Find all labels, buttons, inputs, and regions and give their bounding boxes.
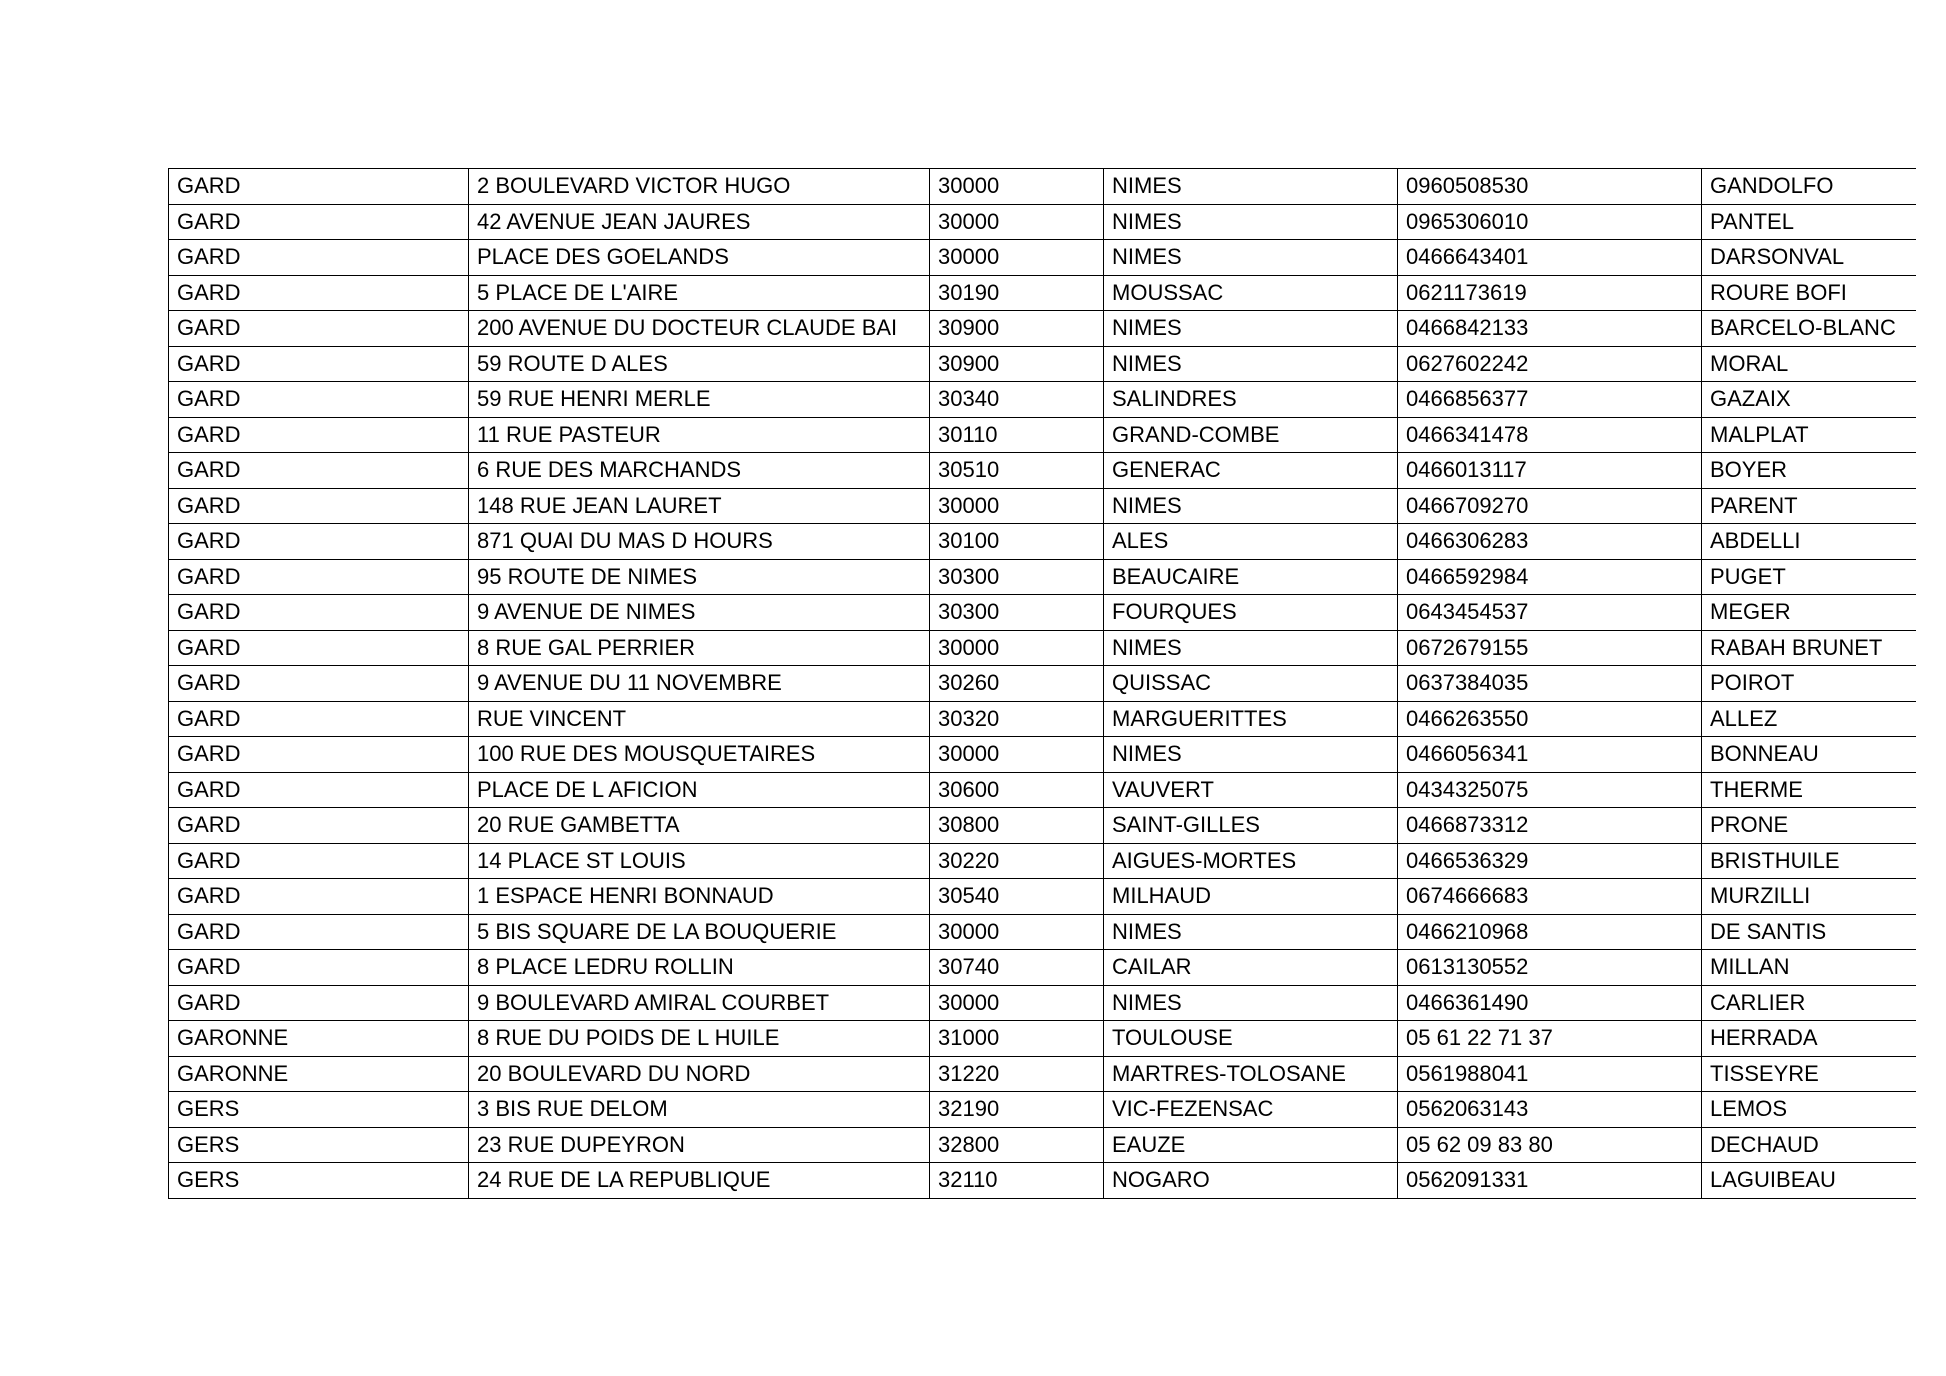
address-cell: 20 BOULEVARD DU NORD (469, 1056, 930, 1092)
postal-code-cell: 30190 (930, 275, 1104, 311)
postal-code-cell: 30000 (930, 169, 1104, 205)
name-cell: POIROT (1702, 666, 1916, 702)
department-cell: GARD (169, 488, 469, 524)
table-row (169, 808, 1916, 844)
table-row (169, 240, 1916, 276)
postal-code-cell: 30000 (930, 914, 1104, 950)
address-cell: 8 RUE GAL PERRIER (469, 630, 930, 666)
department-cell: GARD (169, 701, 469, 737)
table-row (169, 843, 1916, 879)
phone-cell: 05 62 09 83 80 (1398, 1127, 1702, 1163)
table-row (169, 1056, 1916, 1092)
address-cell: RUE VINCENT (469, 701, 930, 737)
phone-cell: 05 61 22 71 37 (1398, 1021, 1702, 1057)
city-cell: NIMES (1104, 204, 1398, 240)
table-row (169, 666, 1916, 702)
city-cell: VIC-FEZENSAC (1104, 1092, 1398, 1128)
table-row (169, 559, 1916, 595)
phone-cell: 0643454537 (1398, 595, 1702, 631)
city-cell: VAUVERT (1104, 772, 1398, 808)
department-cell: GARD (169, 346, 469, 382)
phone-cell: 0466856377 (1398, 382, 1702, 418)
address-cell: 11 RUE PASTEUR (469, 417, 930, 453)
address-cell: 9 BOULEVARD AMIRAL COURBET (469, 985, 930, 1021)
name-cell: BONNEAU (1702, 737, 1916, 773)
address-cell: 42 AVENUE JEAN JAURES (469, 204, 930, 240)
name-cell: MEGER (1702, 595, 1916, 631)
city-cell: NIMES (1104, 488, 1398, 524)
department-cell: GARD (169, 985, 469, 1021)
phone-cell: 0466306283 (1398, 524, 1702, 560)
phone-cell: 0466873312 (1398, 808, 1702, 844)
name-cell: MURZILLI (1702, 879, 1916, 915)
address-cell: 5 BIS SQUARE DE LA BOUQUERIE (469, 914, 930, 950)
city-cell: NIMES (1104, 985, 1398, 1021)
address-cell: 200 AVENUE DU DOCTEUR CLAUDE BAI (469, 311, 930, 347)
table-row (169, 950, 1916, 986)
name-cell: LEMOS (1702, 1092, 1916, 1128)
department-cell: GARD (169, 524, 469, 560)
table-row (169, 346, 1916, 382)
postal-code-cell: 30100 (930, 524, 1104, 560)
department-cell: GARD (169, 595, 469, 631)
postal-code-cell: 30600 (930, 772, 1104, 808)
phone-cell: 0613130552 (1398, 950, 1702, 986)
name-cell: CARLIER (1702, 985, 1916, 1021)
department-cell: GARD (169, 879, 469, 915)
postal-code-cell: 30900 (930, 311, 1104, 347)
name-cell: DECHAUD (1702, 1127, 1916, 1163)
address-cell: 59 RUE HENRI MERLE (469, 382, 930, 418)
table-row (169, 879, 1916, 915)
postal-code-cell: 30900 (930, 346, 1104, 382)
phone-cell: 0434325075 (1398, 772, 1702, 808)
department-cell: GARD (169, 666, 469, 702)
table-row (169, 453, 1916, 489)
address-cell: PLACE DES GOELANDS (469, 240, 930, 276)
name-cell: ROURE BOFI (1702, 275, 1916, 311)
city-cell: NIMES (1104, 630, 1398, 666)
address-cell: 871 QUAI DU MAS D HOURS (469, 524, 930, 560)
phone-cell: 0466361490 (1398, 985, 1702, 1021)
city-cell: GRAND-COMBE (1104, 417, 1398, 453)
city-cell: NIMES (1104, 914, 1398, 950)
phone-cell: 0621173619 (1398, 275, 1702, 311)
postal-code-cell: 30300 (930, 595, 1104, 631)
postal-code-cell: 32190 (930, 1092, 1104, 1128)
department-cell: GARD (169, 382, 469, 418)
department-cell: GARD (169, 808, 469, 844)
address-cell: 8 PLACE LEDRU ROLLIN (469, 950, 930, 986)
phone-cell: 0672679155 (1398, 630, 1702, 666)
address-cell: 148 RUE JEAN LAURET (469, 488, 930, 524)
phone-cell: 0561988041 (1398, 1056, 1702, 1092)
name-cell: DARSONVAL (1702, 240, 1916, 276)
address-cell: 14 PLACE ST LOUIS (469, 843, 930, 879)
table-row (169, 275, 1916, 311)
postal-code-cell: 30000 (930, 204, 1104, 240)
table-row (169, 1021, 1916, 1057)
postal-code-cell: 30340 (930, 382, 1104, 418)
table-row (169, 985, 1916, 1021)
table-row (169, 630, 1916, 666)
table-row (169, 1127, 1916, 1163)
table-row (169, 488, 1916, 524)
table-row (169, 701, 1916, 737)
postal-code-cell: 30000 (930, 240, 1104, 276)
department-cell: GERS (169, 1163, 469, 1199)
name-cell: GANDOLFO (1702, 169, 1916, 205)
city-cell: SAINT-GILLES (1104, 808, 1398, 844)
table-row (169, 737, 1916, 773)
department-cell: GERS (169, 1127, 469, 1163)
phone-cell: 0466056341 (1398, 737, 1702, 773)
table-row (169, 169, 1916, 205)
department-cell: GARD (169, 417, 469, 453)
address-cell: 6 RUE DES MARCHANDS (469, 453, 930, 489)
department-cell: GARD (169, 275, 469, 311)
phone-cell: 0466013117 (1398, 453, 1702, 489)
name-cell: BARCELO-BLANC (1702, 311, 1916, 347)
name-cell: PRONE (1702, 808, 1916, 844)
address-cell: 2 BOULEVARD VICTOR HUGO (469, 169, 930, 205)
department-cell: GARD (169, 453, 469, 489)
postal-code-cell: 31000 (930, 1021, 1104, 1057)
address-cell: 1 ESPACE HENRI BONNAUD (469, 879, 930, 915)
table-row (169, 914, 1916, 950)
name-cell: HERRADA (1702, 1021, 1916, 1057)
department-cell: GARD (169, 737, 469, 773)
postal-code-cell: 30220 (930, 843, 1104, 879)
phone-cell: 0466643401 (1398, 240, 1702, 276)
postal-code-cell: 30540 (930, 879, 1104, 915)
department-cell: GARD (169, 559, 469, 595)
address-cell: 8 RUE DU POIDS DE L HUILE (469, 1021, 930, 1057)
department-cell: GARD (169, 914, 469, 950)
city-cell: NIMES (1104, 737, 1398, 773)
department-cell: GARD (169, 630, 469, 666)
postal-code-cell: 30000 (930, 488, 1104, 524)
table-row (169, 524, 1916, 560)
name-cell: BRISTHUILE (1702, 843, 1916, 879)
table-row (169, 382, 1916, 418)
table-row (169, 1092, 1916, 1128)
phone-cell: 0637384035 (1398, 666, 1702, 702)
city-cell: CAILAR (1104, 950, 1398, 986)
city-cell: NIMES (1104, 240, 1398, 276)
phone-cell: 0562063143 (1398, 1092, 1702, 1128)
city-cell: NIMES (1104, 169, 1398, 205)
phone-cell: 0562091331 (1398, 1163, 1702, 1199)
address-cell: 23 RUE DUPEYRON (469, 1127, 930, 1163)
city-cell: NOGARO (1104, 1163, 1398, 1199)
phone-cell: 0466263550 (1398, 701, 1702, 737)
postal-code-cell: 30320 (930, 701, 1104, 737)
name-cell: TISSEYRE (1702, 1056, 1916, 1092)
address-table (168, 168, 1916, 1199)
name-cell: MALPLAT (1702, 417, 1916, 453)
city-cell: AIGUES-MORTES (1104, 843, 1398, 879)
city-cell: MOUSSAC (1104, 275, 1398, 311)
name-cell: THERME (1702, 772, 1916, 808)
city-cell: TOULOUSE (1104, 1021, 1398, 1057)
postal-code-cell: 31220 (930, 1056, 1104, 1092)
city-cell: ALES (1104, 524, 1398, 560)
postal-code-cell: 30000 (930, 630, 1104, 666)
name-cell: BOYER (1702, 453, 1916, 489)
address-cell: PLACE DE L AFICION (469, 772, 930, 808)
postal-code-cell: 30110 (930, 417, 1104, 453)
address-table-body (169, 169, 1916, 1199)
city-cell: MARTRES-TOLOSANE (1104, 1056, 1398, 1092)
address-cell: 59 ROUTE D ALES (469, 346, 930, 382)
name-cell: MORAL (1702, 346, 1916, 382)
department-cell: GERS (169, 1092, 469, 1128)
postal-code-cell: 32800 (930, 1127, 1104, 1163)
phone-cell: 0466842133 (1398, 311, 1702, 347)
name-cell: MILLAN (1702, 950, 1916, 986)
name-cell: ALLEZ (1702, 701, 1916, 737)
postal-code-cell: 30000 (930, 985, 1104, 1021)
department-cell: GARD (169, 204, 469, 240)
department-cell: GARD (169, 169, 469, 205)
city-cell: EAUZE (1104, 1127, 1398, 1163)
postal-code-cell: 30800 (930, 808, 1104, 844)
address-cell: 100 RUE DES MOUSQUETAIRES (469, 737, 930, 773)
name-cell: ABDELLI (1702, 524, 1916, 560)
name-cell: DE SANTIS (1702, 914, 1916, 950)
table-row (169, 1163, 1916, 1199)
phone-cell: 0466341478 (1398, 417, 1702, 453)
department-cell: GARONNE (169, 1056, 469, 1092)
address-cell: 5 PLACE DE L'AIRE (469, 275, 930, 311)
city-cell: NIMES (1104, 346, 1398, 382)
postal-code-cell: 30510 (930, 453, 1104, 489)
phone-cell: 0466536329 (1398, 843, 1702, 879)
city-cell: QUISSAC (1104, 666, 1398, 702)
name-cell: PANTEL (1702, 204, 1916, 240)
city-cell: MARGUERITTES (1104, 701, 1398, 737)
table-row (169, 772, 1916, 808)
table-row (169, 204, 1916, 240)
phone-cell: 0466592984 (1398, 559, 1702, 595)
phone-cell: 0466210968 (1398, 914, 1702, 950)
city-cell: SALINDRES (1104, 382, 1398, 418)
postal-code-cell: 30740 (930, 950, 1104, 986)
postal-code-cell: 30300 (930, 559, 1104, 595)
address-cell: 20 RUE GAMBETTA (469, 808, 930, 844)
address-cell: 3 BIS RUE DELOM (469, 1092, 930, 1128)
phone-cell: 0960508530 (1398, 169, 1702, 205)
city-cell: BEAUCAIRE (1104, 559, 1398, 595)
department-cell: GARD (169, 950, 469, 986)
postal-code-cell: 32110 (930, 1163, 1104, 1199)
phone-cell: 0674666683 (1398, 879, 1702, 915)
table-row (169, 417, 1916, 453)
department-cell: GARONNE (169, 1021, 469, 1057)
address-cell: 9 AVENUE DE NIMES (469, 595, 930, 631)
phone-cell: 0466709270 (1398, 488, 1702, 524)
phone-cell: 0627602242 (1398, 346, 1702, 382)
address-cell: 95 ROUTE DE NIMES (469, 559, 930, 595)
name-cell: PARENT (1702, 488, 1916, 524)
department-cell: GARD (169, 843, 469, 879)
city-cell: GENERAC (1104, 453, 1398, 489)
table-row (169, 311, 1916, 347)
city-cell: FOURQUES (1104, 595, 1398, 631)
department-cell: GARD (169, 240, 469, 276)
name-cell: LAGUIBEAU (1702, 1163, 1916, 1199)
name-cell: GAZAIX (1702, 382, 1916, 418)
name-cell: RABAH BRUNET (1702, 630, 1916, 666)
phone-cell: 0965306010 (1398, 204, 1702, 240)
address-cell: 24 RUE DE LA REPUBLIQUE (469, 1163, 930, 1199)
name-cell: PUGET (1702, 559, 1916, 595)
city-cell: NIMES (1104, 311, 1398, 347)
department-cell: GARD (169, 772, 469, 808)
postal-code-cell: 30000 (930, 737, 1104, 773)
postal-code-cell: 30260 (930, 666, 1104, 702)
table-row (169, 595, 1916, 631)
city-cell: MILHAUD (1104, 879, 1398, 915)
address-cell: 9 AVENUE DU 11 NOVEMBRE (469, 666, 930, 702)
department-cell: GARD (169, 311, 469, 347)
